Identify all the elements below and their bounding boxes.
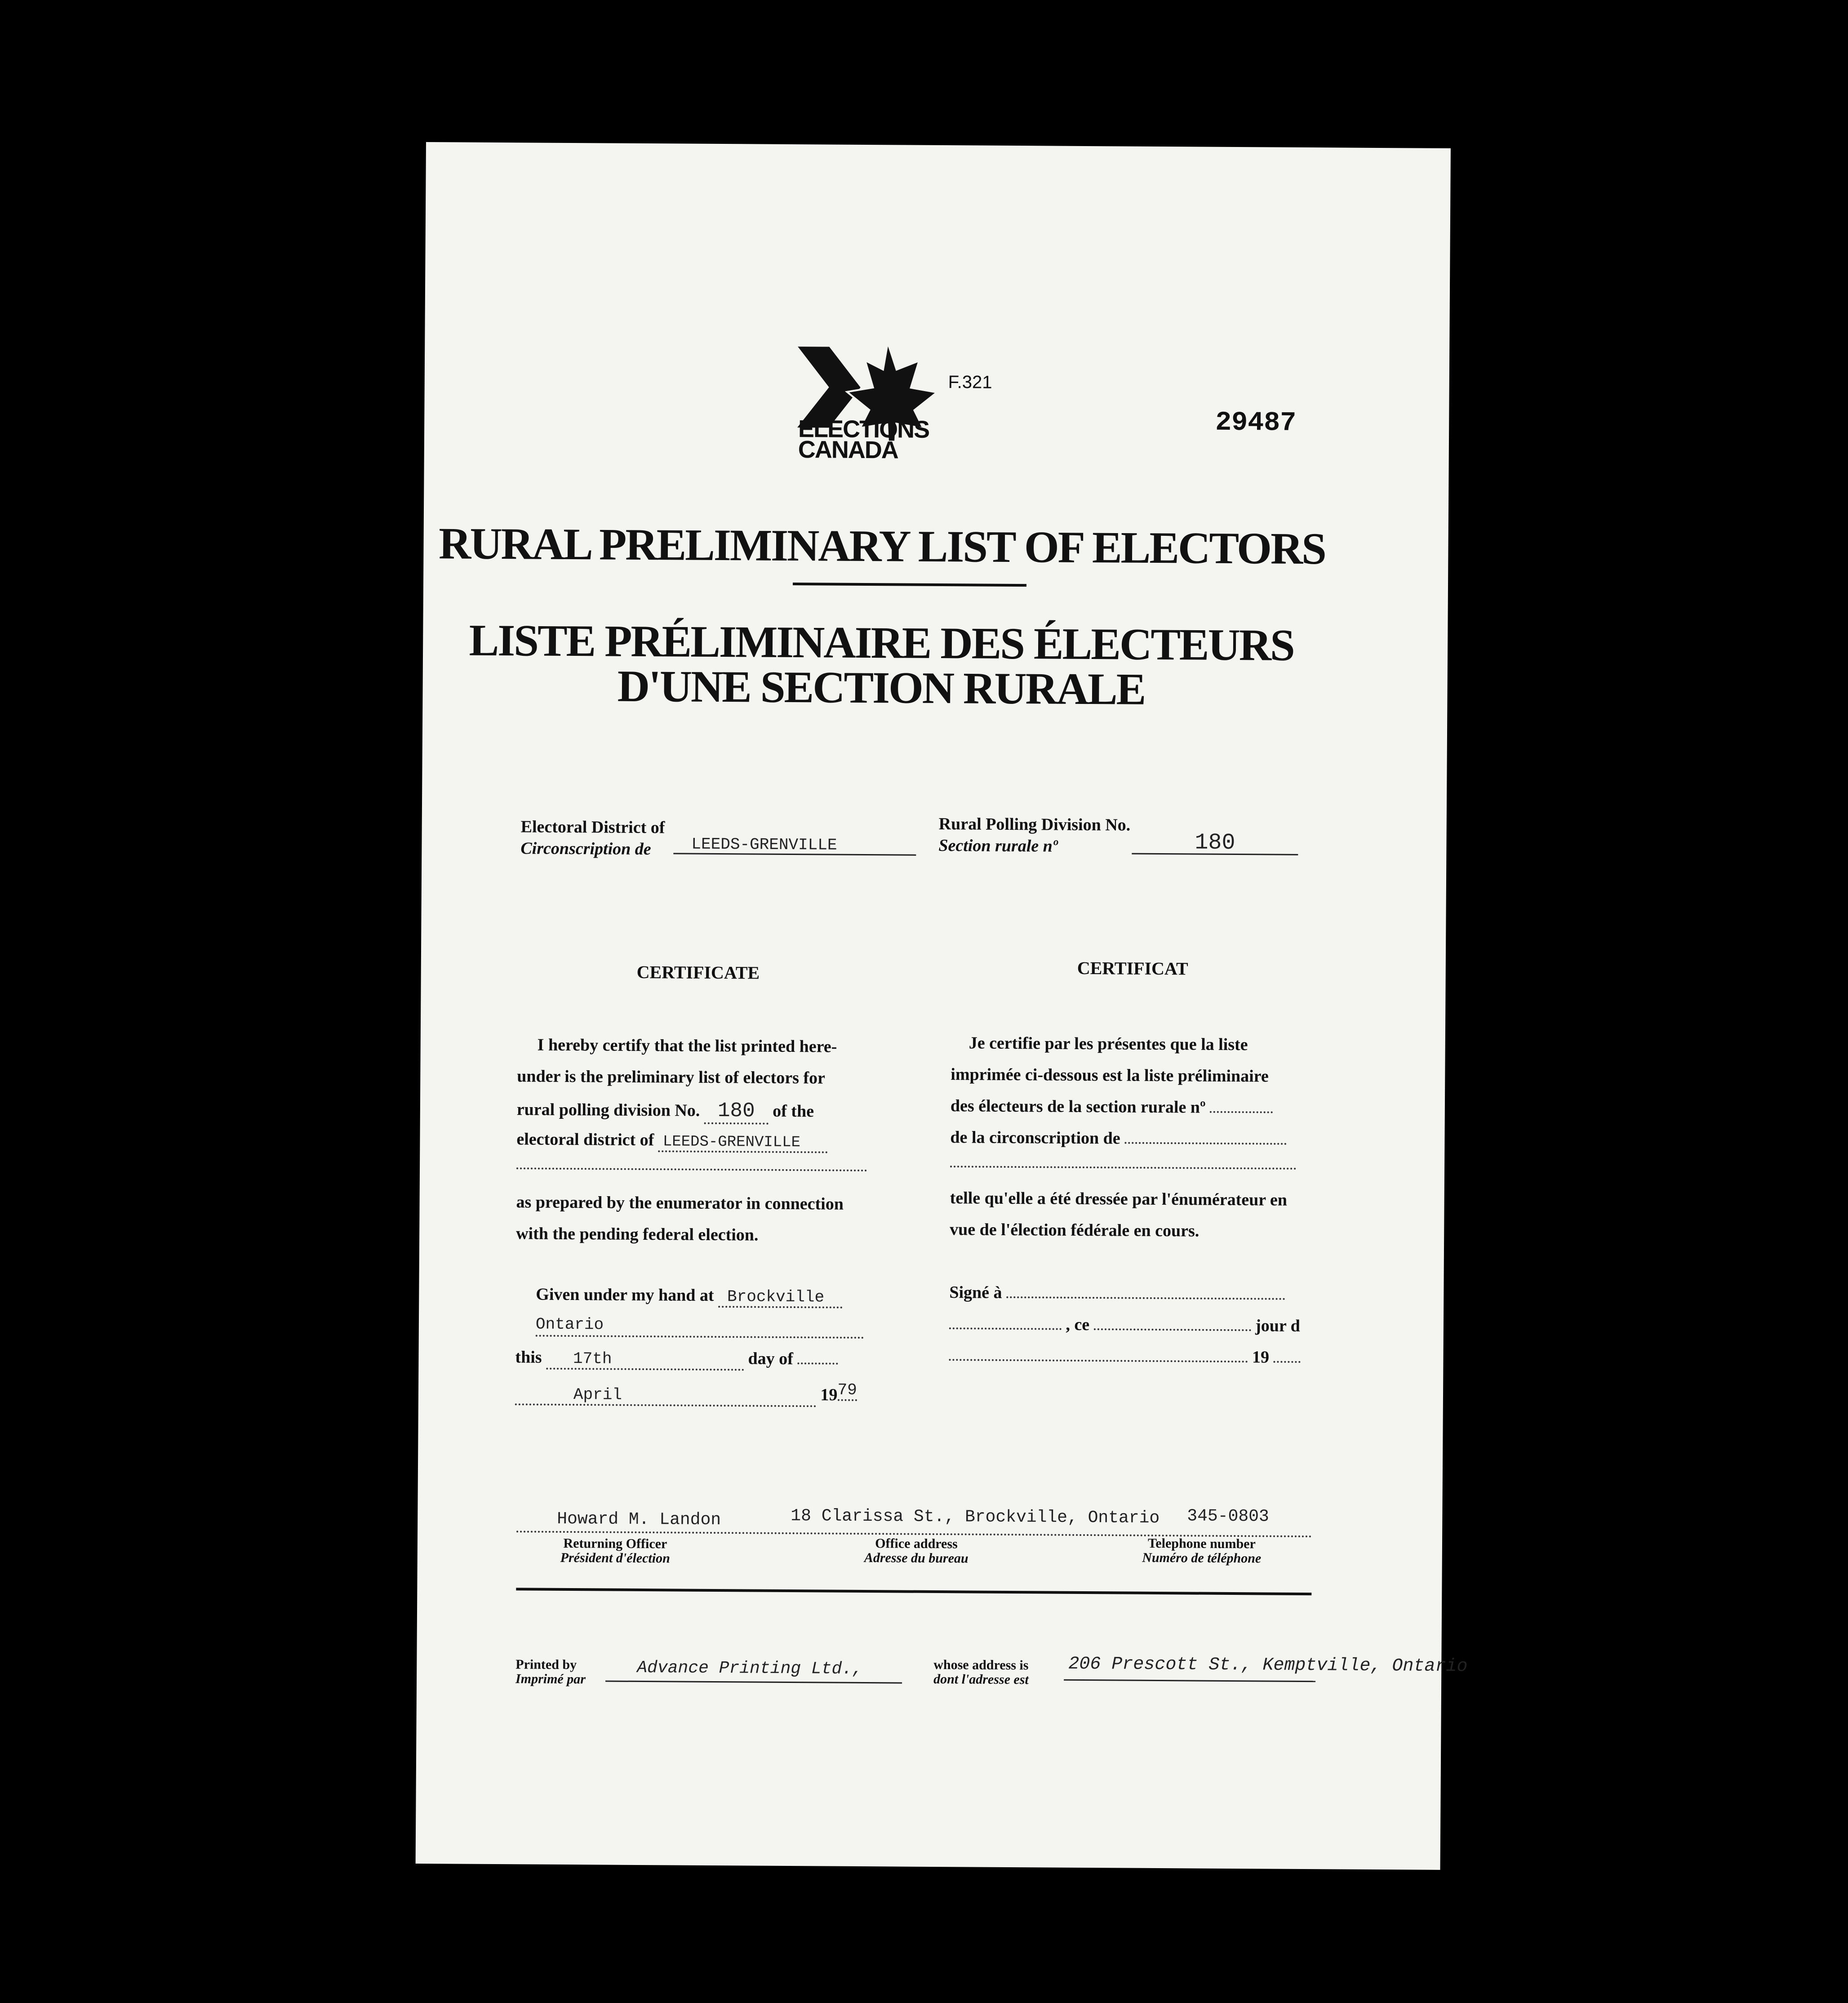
logo-wordmark (798, 415, 929, 464)
cert-fr-line-1: Je certifie par les présentes que la liste (968, 1033, 1248, 1055)
caption-returning-officer-en: Returning Officer (563, 1536, 667, 1552)
printer-address-label-fr: dont l'adresse est (933, 1671, 1029, 1687)
district-label-en: Electoral District of (520, 817, 665, 837)
ce-line (949, 1314, 1300, 1336)
printer-field (605, 1658, 902, 1684)
division-value: 180 (1195, 830, 1235, 856)
caption-office-address-fr: Adresse du bureau (864, 1550, 968, 1566)
printer-label-en: Printed by (515, 1657, 577, 1673)
given-line (536, 1285, 842, 1307)
cert-fr-line-6: vue de l'élection fédérale en cours. (950, 1220, 1199, 1241)
printer-address-label-en: whose address is (933, 1657, 1029, 1673)
logo-line-1: ELECTIONS (798, 415, 929, 443)
given-place-value: Brockville (718, 1287, 842, 1309)
ce-blank-2 (1094, 1328, 1251, 1331)
signe-blank (1006, 1296, 1285, 1300)
signe-line (949, 1282, 1285, 1304)
jour-label: jour d (1255, 1316, 1300, 1335)
month-value: April (515, 1385, 816, 1407)
fr-year-line (949, 1345, 1300, 1367)
cert-en-line-1: I hereby certify that the list printed here- (537, 1035, 837, 1056)
title-divider (793, 583, 1026, 587)
printer-address-label (933, 1658, 1029, 1687)
returning-officer-address: 18 Clarissa St., Brockville, Ontario (791, 1506, 1160, 1528)
division-label-en: Rural Polling Division No. (938, 814, 1131, 835)
caption-telephone-en: Telephone number (1147, 1536, 1256, 1552)
this-label: this (515, 1348, 542, 1367)
cert-fr-line-3 (951, 1096, 1273, 1117)
printer-name: Advance Printing Ltd., (637, 1658, 863, 1679)
returning-officer-name: Howard M. Landon (557, 1509, 721, 1530)
district-label-fr: Circonscription de (520, 839, 651, 859)
title-french-line-2: D'UNE SECTION RURALE (617, 661, 1145, 714)
province-field (536, 1315, 864, 1339)
province-value: Ontario (535, 1315, 604, 1334)
cert-fr-line-5: telle qu'elle a été dressée par l'énumérateur en (950, 1188, 1288, 1210)
district-field (673, 835, 916, 855)
cert-en-line-6: with the pending federal election. (516, 1224, 759, 1245)
cert-fr-line-4-label: de la circonscription de (950, 1128, 1120, 1148)
caption-returning-officer-fr: Président d'élection (560, 1550, 670, 1566)
printer-label-fr: Imprimé par (515, 1671, 586, 1687)
cert-en-district-value: LEEDS-GRENVILLE (658, 1133, 827, 1153)
title-english: RURAL PRELIMINARY LIST OF ELECTORS (438, 518, 1326, 574)
certificate-heading-en: CERTIFICATE (636, 961, 760, 983)
logo-line-2: CANADA (798, 436, 898, 464)
caption-telephone (1128, 1536, 1276, 1566)
division-label-fr: Section rurale nº (938, 836, 1058, 856)
day-of-blank (797, 1362, 838, 1365)
cert-fr-line-2: imprimée ci-dessous est la liste préliminaire (951, 1065, 1269, 1086)
footer-divider (516, 1588, 1311, 1595)
day-of-label: day of (748, 1349, 794, 1369)
certificate-heading-fr: CERTIFICAT (1077, 957, 1188, 979)
cert-en-division-value: 180 (704, 1099, 769, 1125)
caption-telephone-fr: Numéro de téléphone (1142, 1550, 1262, 1566)
division-field (1132, 830, 1298, 855)
cert-fr-blank-line (950, 1166, 1296, 1170)
form-number: F.321 (948, 372, 992, 392)
cert-fr-line-4 (950, 1127, 1286, 1149)
fr-year-suffix-blank (1273, 1361, 1300, 1363)
printer-address: 206 Prescott St., Kemptville, Ontario (1068, 1654, 1468, 1677)
year-prefix: 19 (820, 1385, 838, 1405)
ce-blank-1 (949, 1327, 1062, 1330)
cert-en-line-4-label: electoral district of (516, 1130, 654, 1150)
month-year-line (515, 1379, 857, 1407)
given-label: Given under my hand at (536, 1285, 714, 1305)
year-value: 79 (837, 1381, 857, 1401)
district-value: LEEDS-GRENVILLE (691, 835, 837, 855)
caption-office-address (849, 1536, 984, 1566)
printer-label (515, 1657, 586, 1687)
caption-returning-officer (548, 1536, 683, 1566)
form-page (416, 142, 1468, 1870)
cert-en-line-2: under is the preliminary list of electors for (517, 1067, 826, 1088)
printer-address-field (1064, 1654, 1468, 1682)
caption-office-address-en: Office address (875, 1536, 958, 1552)
cert-fr-line-3-label: des électeurs de la section rurale nº (950, 1096, 1206, 1117)
cert-en-line-3-label: rural polling division No. (516, 1100, 700, 1120)
ce-label: , ce (1066, 1315, 1090, 1335)
day-value: 17th (546, 1349, 744, 1371)
cert-en-line-3 (517, 1098, 814, 1123)
cert-fr-district-blank (1124, 1142, 1286, 1145)
cert-fr-division-blank (1210, 1111, 1273, 1113)
signe-label: Signé à (949, 1283, 1002, 1302)
title-french-line-1: LISTE PRÉLIMINAIRE DES ÉLECTEURS (469, 615, 1294, 670)
cert-en-line-3-suffix: of the (773, 1101, 814, 1121)
document-number: 29487 (1215, 407, 1297, 439)
cert-en-blank-line (516, 1167, 867, 1171)
cert-en-line-4 (516, 1129, 827, 1151)
cert-en-line-5: as prepared by the enumerator in connection (516, 1193, 844, 1214)
returning-officer-phone: 345-0803 (1187, 1506, 1269, 1527)
this-line (515, 1347, 838, 1371)
fr-year-prefix: 19 (1252, 1348, 1270, 1367)
fr-year-blank (949, 1359, 1248, 1362)
